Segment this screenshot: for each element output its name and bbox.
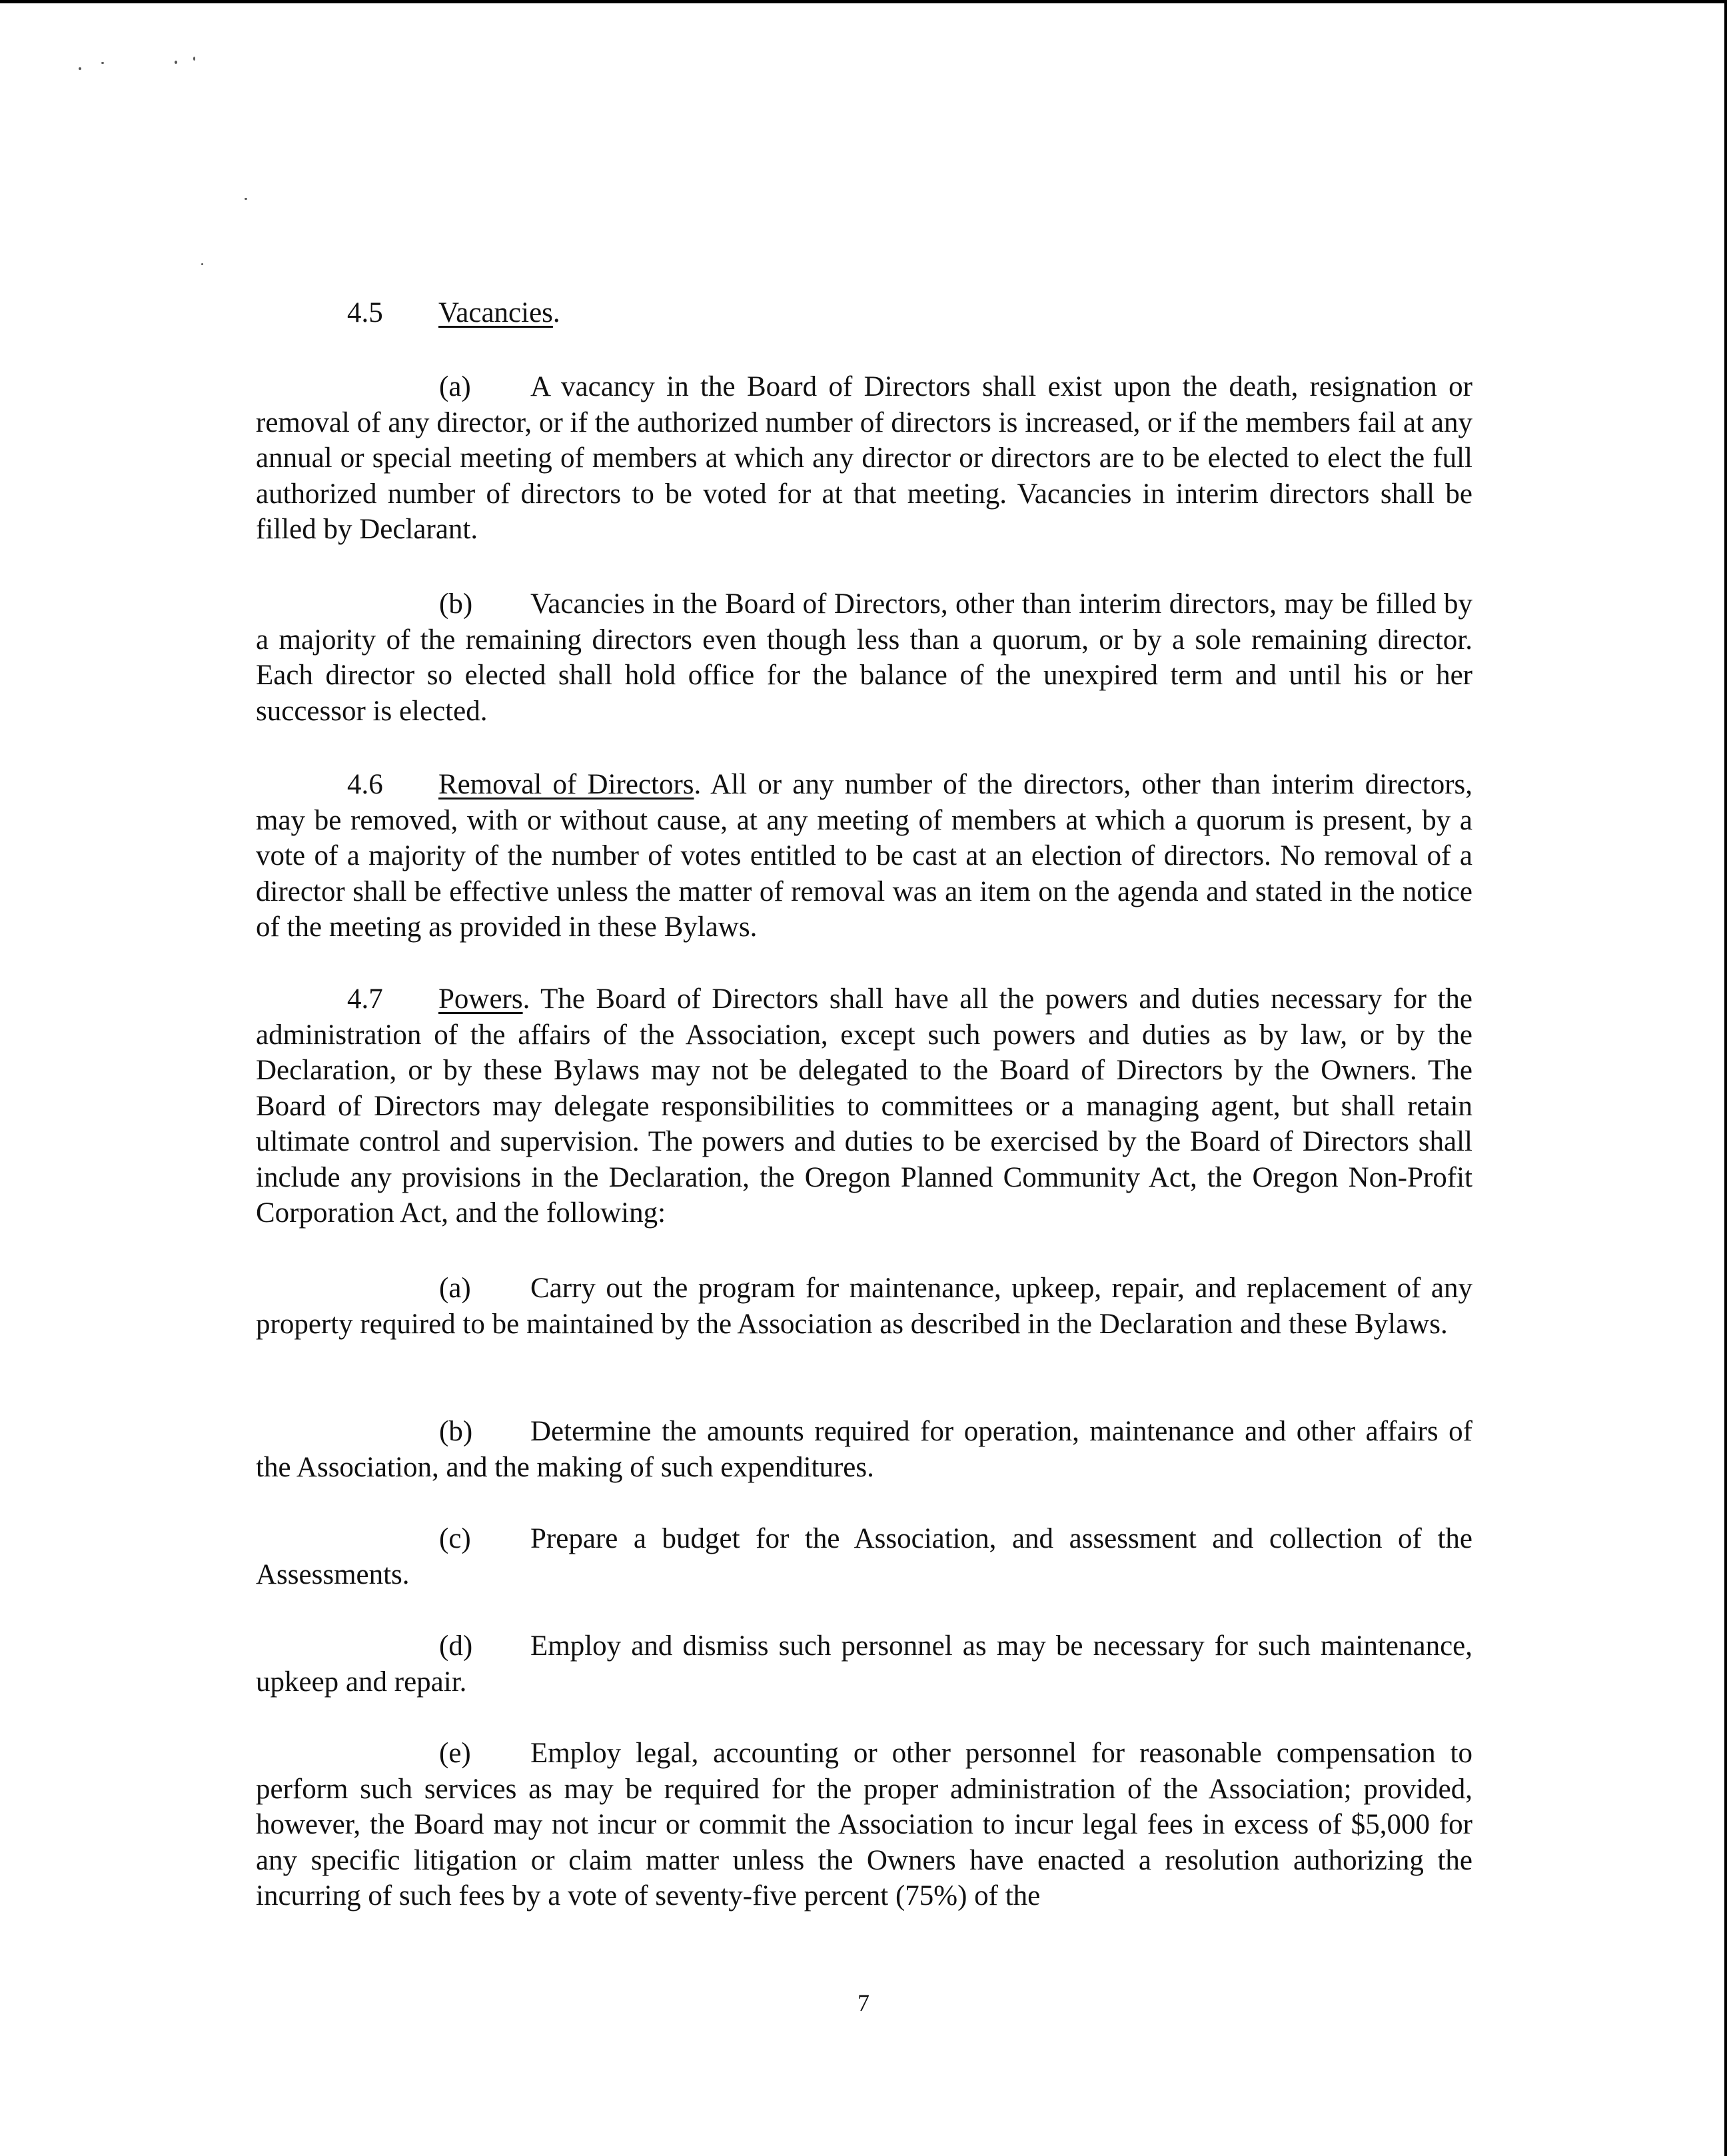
section-4-7 (256, 981, 1472, 1231)
section-heading: Vacancies (438, 297, 553, 328)
subsection-text: Employ legal, accounting or other personnel for reasonable compensation to perform such services as may be required for the proper administration of the Association; provided, however, the Board may not incur or commit the Association to incur legal fees in excess of $5,000 for any specific litigation or claim matter unless the Owners have enacted a resolution authorizing the incurring of such fees by a vote of seventy-five percent (75%) of the (256, 1738, 1472, 1911)
section-4-6 (256, 767, 1472, 945)
section-text: . All or any number of the directors, other than interim directors, may be removed, with or without cause, at any meeting of members at which a quorum is present, by a vote of a majority of the number of votes entitled to be cast at an election of directors. No removal of a director shall be effective unless the matter of removal was an item on the agenda and stated in the notice of the meeting as provided in these Bylaws. (256, 769, 1472, 943)
subsection-label: (c) (439, 1523, 471, 1554)
subsection-label: (e) (439, 1738, 471, 1769)
section-4-7-d (256, 1628, 1472, 1700)
subsection-text: Determine the amounts required for operation, maintenance and other affairs of the Association, and the making of such expenditures. (256, 1416, 1472, 1483)
section-heading: Removal of Directors (438, 769, 694, 800)
subsection-text: Vacancies in the Board of Directors, other than interim directors, may be filled by a majority of the remaining directors even though less than a quorum, or by a sole remaining director. Each director so elected shall hold office for the balance of the unexpired term and until his or her successor is elected. (256, 588, 1472, 727)
scan-speck (245, 198, 247, 200)
subsection-label: (a) (439, 1273, 471, 1304)
section-4-7-b (256, 1414, 1472, 1485)
section-text: . The Board of Directors shall have all the powers and duties necessary for the administration of the affairs of the Association, except such powers and duties as by law, or by the Declaration, or by these Bylaws may not be delegated to the Board of Directors by the Owners. The Board of Directors may delegate responsibilities to committees or a managing agent, but shall retain ultimate control and supervision. The powers and duties to be exercised by the Board of Directors shall include any provisions in the Declaration, the Oregon Planned Community Act, the Oregon Non-Profit Corporation Act, and the following: (256, 983, 1472, 1229)
subsection-text: Prepare a budget for the Association, and assessment and collection of the Assessments. (256, 1523, 1472, 1590)
heading-punct: . (552, 297, 560, 328)
section-4-5-b (256, 586, 1472, 729)
scan-speck (193, 57, 195, 61)
section-4-7-a (256, 1271, 1472, 1342)
subsection-label: (b) (439, 1416, 473, 1447)
section-number: 4.5 (347, 297, 383, 328)
section-4-5-a (256, 369, 1472, 548)
page-number: 7 (858, 1989, 869, 2016)
subsection-text: Employ and dismiss such personnel as may be necessary for such maintenance, upkeep and repair. (256, 1630, 1472, 1698)
section-4-7-c (256, 1521, 1472, 1592)
scan-speck (175, 61, 177, 64)
section-number: 4.6 (347, 769, 383, 800)
subsection-text: Carry out the program for maintenance, upkeep, repair, and replacement of any property required to be maintained by the Association as described in the Declaration and these Bylaws. (256, 1273, 1472, 1340)
section-4-5-heading (256, 295, 1472, 331)
scan-speck (79, 67, 81, 70)
section-heading: Powers (438, 983, 523, 1015)
section-number: 4.7 (347, 983, 383, 1015)
scan-speck (101, 62, 104, 64)
subsection-label: (d) (439, 1630, 473, 1662)
scan-speck (201, 263, 203, 265)
subsection-label: (a) (439, 371, 471, 402)
section-4-7-e (256, 1736, 1472, 1914)
subsection-label: (b) (439, 588, 473, 620)
subsection-text: A vacancy in the Board of Directors shall exist upon the death, resignation or removal of any director, or if the authorized number of directors is increased, or if the members fail at any annual or special meeting of members at which any director or directors are to be elected to elect the full authorized number of directors to be voted for at that meeting. Vacancies in interim directors shall be filled by Declarant. (256, 371, 1472, 545)
